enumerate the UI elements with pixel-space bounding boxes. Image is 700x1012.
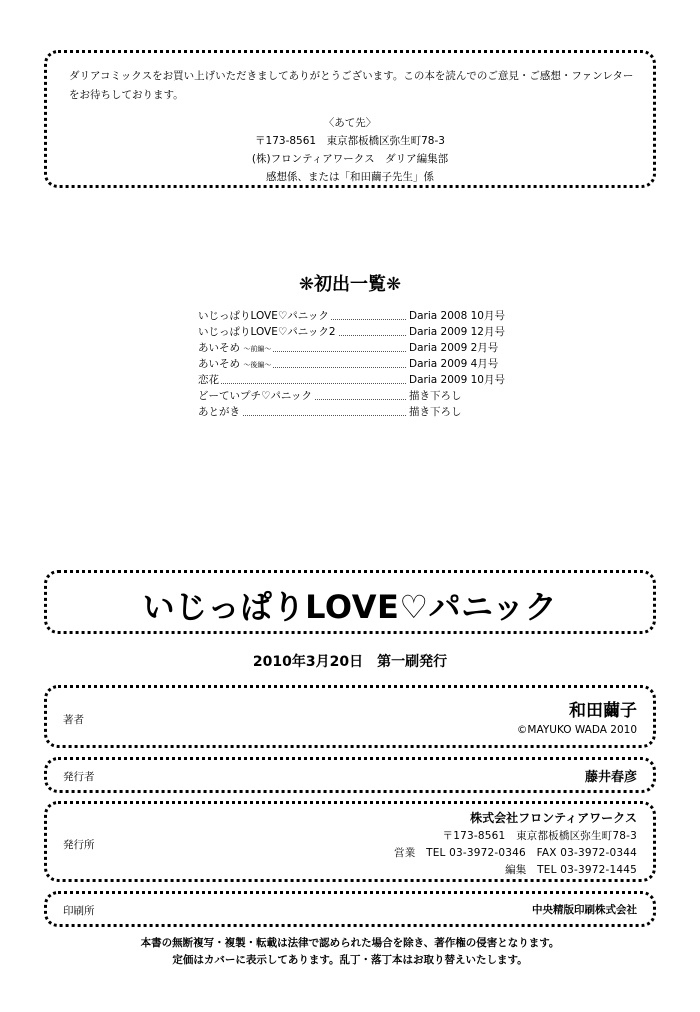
publisher-label: 発行所: [63, 839, 95, 851]
publisher-address: 〒173-8561 東京都板橋区弥生町78-3: [442, 830, 637, 842]
list-item-title: どーていプチ♡パニック: [198, 390, 312, 402]
fan-letter-text: ダリアコミックスをお買い上げいただきましてありがとうございます。この本を読んでのご意見・ご感想・ファンレターをお待ちしております。: [69, 70, 634, 101]
list-item-title: 恋花: [198, 374, 219, 386]
list-item-source: 描き下ろし: [409, 390, 462, 402]
first-appearance-title: ❋初出一覧❋: [298, 274, 402, 295]
list-item-source: 描き下ろし: [409, 406, 462, 418]
copyright-notice: 本書の無断複写・複製・転載は法律で認められた場合を除き、著作権の侵害となります。: [140, 937, 560, 949]
printer-box: [44, 891, 656, 927]
printer-name: 中央精版印刷株式会社: [532, 904, 637, 916]
list-item-source: Daria 2009 4月号: [409, 358, 499, 370]
book-title: いじっぱりLOVE♡パニック: [142, 588, 558, 626]
address-recipient: 感想係、または「和田繭子先生」係: [266, 171, 434, 183]
list-item: [198, 340, 506, 356]
list-item-subtitle: 〜前編〜: [243, 345, 272, 353]
publisher-person-label: 発行者: [63, 771, 95, 783]
publisher-name: 株式会社フロンティアワークス: [470, 811, 637, 825]
list-item-title: いじっぱりLOVE♡パニック: [198, 310, 329, 322]
list-item-source: Daria 2009 2月号: [409, 342, 499, 354]
list-item-source: Daria 2008 10月号: [409, 310, 505, 322]
price-notice: 定価はカバーに表示してあります。乱丁・落丁本はお取り替えいたします。: [172, 954, 528, 966]
list-item: [198, 356, 506, 372]
list-item-source: Daria 2009 12月号: [409, 326, 505, 338]
author-label: 著者: [63, 714, 84, 726]
book-title-box: [44, 570, 656, 634]
author-name: 和田繭子: [569, 701, 637, 721]
list-item-title: あとがき: [198, 406, 240, 418]
address-heading: 〈あて先〉: [323, 117, 377, 129]
list-item-title: いじっぱりLOVE♡パニック2: [198, 326, 336, 338]
list-item-title: あいそめ: [198, 358, 240, 370]
list-item-subtitle: 〜後編〜: [243, 361, 272, 369]
list-item: [198, 308, 506, 324]
address-postal: 〒173-8561 東京都板橋区弥生町78-3: [255, 135, 445, 147]
publisher-sales: 営業 TEL 03-3972-0346 FAX 03-3972-0344: [394, 847, 637, 859]
list-item: [198, 372, 506, 388]
printer-label: 印刷所: [63, 905, 95, 917]
list-item: [198, 404, 506, 420]
author-box: [44, 685, 656, 748]
publisher-person-box: [44, 757, 656, 793]
publisher-box: [44, 801, 656, 882]
list-item-source: Daria 2009 10月号: [409, 374, 505, 386]
list-item: [198, 324, 506, 340]
copyright: ©MAYUKO WADA 2010: [516, 724, 637, 736]
list-item: [198, 388, 506, 404]
publisher-person: 藤井春彦: [584, 770, 637, 785]
fan-letter-box: [44, 50, 656, 188]
publication-date: 2010年3月20日 第一刷発行: [252, 654, 448, 670]
leader-dots: [202, 383, 406, 384]
list-item-title: あいそめ: [198, 342, 240, 354]
publisher-editorial: 編集 TEL 03-3972-1445: [505, 864, 637, 876]
address-department: (株)フロンティアワークス ダリア編集部: [251, 153, 449, 165]
